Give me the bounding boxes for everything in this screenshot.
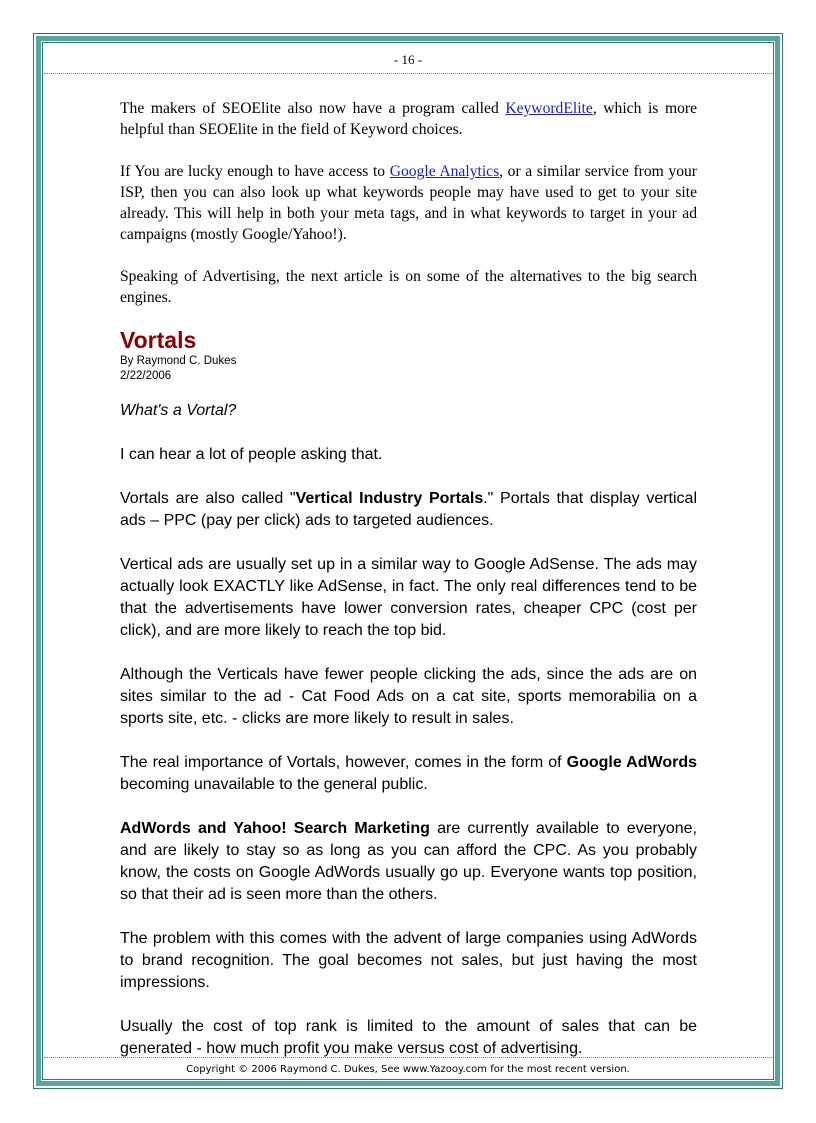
article-paragraph-5 [120,752,697,796]
intro-paragraph-1 [120,98,697,140]
intro-paragraph-2 [120,161,697,245]
article-p2-text-end: ." Portals that display vertical ads – PPC (pay per click) ads to targeted audiences. [120,490,698,529]
article-p6-text: are currently available to everyone, and are likely to stay so as long as you can afford the CPC. As you probably know, the costs on Google AdWords usually go up. Everyone wants top position, so that their ad is seen more than the others. [120,820,698,903]
keywordelite-link[interactable]: KeywordElite [505,100,593,117]
article-date: 2/22/2006 [120,370,172,382]
google-analytics-link[interactable]: Google Analytics [389,163,500,180]
page-content [120,98,697,1082]
intro-p2-text: If You are lucky enough to have access to [120,163,390,180]
page-number: - 16 - [393,52,423,67]
article-subtitle: What's a Vortal? [120,402,237,419]
article-p2-bold: Vertical Industry Portals [295,490,484,507]
footer-divider [44,1057,772,1058]
article-title: Vortals [120,327,197,353]
article-paragraph-2 [120,488,697,532]
article-paragraph-6 [120,818,697,906]
article-p2-text: Vortals are also called " [120,490,296,507]
intro-p1-text: The makers of SEOElite also now have a program called [120,100,506,117]
header-divider [44,73,772,74]
article-paragraph-1: I can hear a lot of people asking that. [120,446,383,463]
article-p5-text: The real importance of Vortals, however, comes in the form of [120,754,567,771]
intro-p1-text-end: , which is more helpful than SEOElite in the field of Keyword choices. [120,100,697,138]
intro-p2-text-end: , or a similar service from your ISP, then you can also look up what keywords people may have used to get to your site already. This will help in both your meta tags, and in what keywords to target in your ad campaigns (mostly Google/Yahoo!). [120,163,697,243]
article-p5-text-end: becoming unavailable to the general public. [120,776,428,793]
article-p6-bold: AdWords and Yahoo! Search Marketing [120,820,430,837]
intro-paragraph-3: Speaking of Advertising, the next article is on some of the alternatives to the big search engines. [120,268,697,306]
article-p5-bold: Google AdWords [566,754,697,771]
article-paragraph-7: The problem with this comes with the advent of large companies using AdWords to brand recognition. The goal becomes not sales, but just having the most impressions. [120,930,697,991]
article-paragraph-8: Usually the cost of top rank is limited to the amount of sales that can be generated - how much profit you make versus cost of advertising. [120,1018,697,1057]
article-paragraph-3: Vertical ads are usually set up in a similar way to Google AdSense. The ads may actually look EXACTLY like AdSense, in fact. The only real differences tend to be that the advertisements have lower conversion rates, cheaper CPC (cost per click), and are more likely to reach the top bid. [120,556,697,639]
copyright-footer: Copyright © 2006 Raymond C. Dukes, See www.Yazooy.com for the most recent version. [186,1064,630,1075]
article-paragraph-4: Although the Verticals have fewer people clicking the ads, since the ads are on sites similar to the ad - Cat Food Ads on a cat site, sports memorabilia on a sports site, etc. - clicks are more likely to result in sales. [120,666,697,727]
article-author: By Raymond C. Dukes [120,355,237,367]
